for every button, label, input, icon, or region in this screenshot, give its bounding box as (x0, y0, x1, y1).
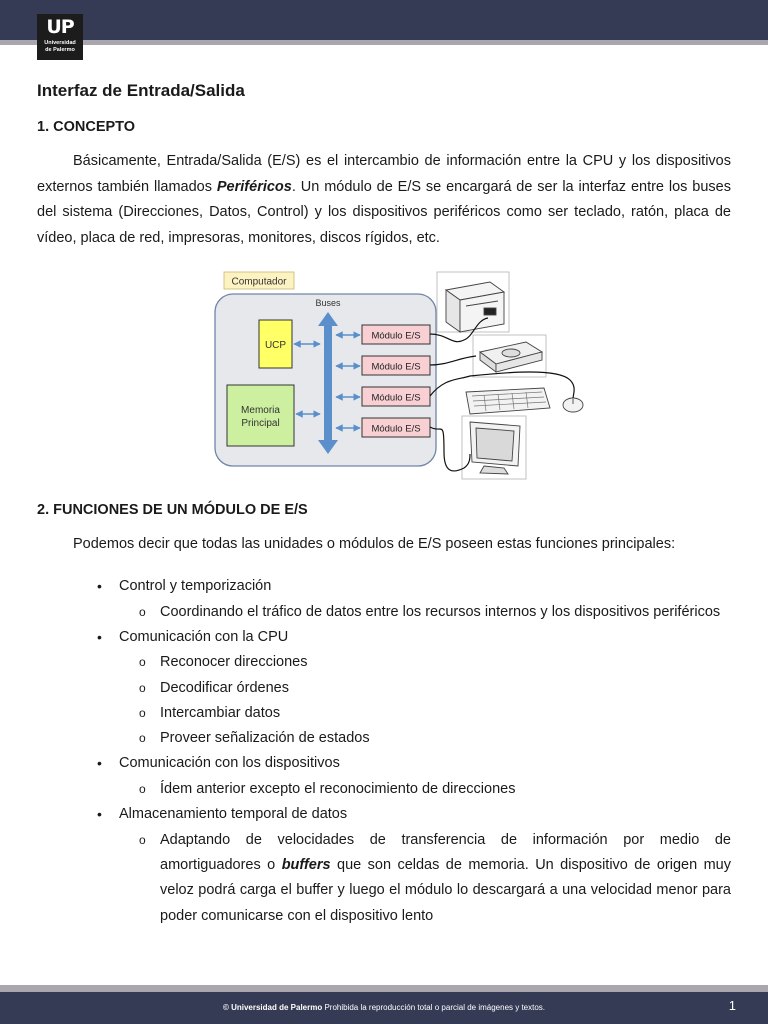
printer-icon (437, 272, 509, 332)
page-title: Interfaz de Entrada/Salida (37, 81, 245, 100)
buses-label: Buses (315, 298, 341, 308)
hard-disk-icon (473, 335, 546, 377)
sub-list-item: o Decodificar órdenes (37, 676, 731, 701)
buffers-term: buffers (281, 857, 331, 874)
list-item: • Comunicación con la CPU (37, 625, 731, 651)
sub-list-item (37, 828, 731, 929)
mouse-icon (563, 398, 583, 412)
buffer-text-a: Adaptando de velocidades de transferencia de información por medio de amortiguadores o (160, 831, 731, 874)
io-module-4-label: Módulo E/S (371, 423, 421, 435)
university-logo (37, 14, 83, 60)
list-item: • Control y temporización (37, 574, 731, 600)
computer-label: Computador (231, 276, 287, 288)
copyright-owner: © Universidad de Palermo (222, 1003, 323, 1012)
list-item: • Almacenamiento temporal de datos (37, 802, 731, 828)
section-2-intro (37, 532, 731, 558)
logo-line-2: de Palermo (45, 46, 75, 53)
header-bar (0, 0, 768, 40)
buffer-text-c: que son celdas de memoria. Un dispositivo de origen muy veloz podrá carga el buffer y luego el módulo lo descargará a una velocidad menor para poder comunicarse con el dispositivo lento (160, 857, 731, 924)
logo-line-1: Universidad (44, 40, 76, 46)
section-1-heading: 1. CONCEPTO (37, 119, 136, 135)
section-1-text-c: . Un módulo de E/S se encargará de ser la interfaz entre los buses del sistema (Direcciones, Datos, Control) y los dispositivos periféricos como ser teclado, ratón, placa de vídeo, placa de red, impresoras, monitores, discos rígidos, etc. (37, 178, 731, 246)
io-diagram (208, 268, 593, 480)
copyright-text: Prohibida la reproducción total o parcial de imágenes y textos. (322, 1003, 546, 1012)
memory-label-2: Principal (241, 418, 280, 429)
sub-list-item: o Coordinando el tráfico de datos entre los recursos internos y los dispositivos periféricos (37, 600, 731, 625)
io-module-1-label: Módulo E/S (371, 330, 421, 342)
logo-mark: UP (46, 16, 74, 38)
list-item: • Comunicación con los dispositivos (37, 751, 731, 777)
section-2-intro-text: Podemos decir que todas las unidades o módulos de E/S poseen estas funciones principales: (73, 536, 676, 552)
footer-stripe (0, 985, 768, 992)
cpu-label: UCP (264, 340, 287, 351)
section-1-term: Periféricos (216, 178, 292, 195)
section-2-heading: 2. FUNCIONES DE UN MÓDULO DE E/S (37, 502, 308, 518)
io-module-3-label: Módulo E/S (371, 392, 421, 404)
monitor-icon (462, 416, 526, 479)
io-module-2-label: Módulo E/S (371, 361, 421, 373)
section-1-paragraph (37, 149, 731, 251)
functions-list (37, 574, 731, 929)
header-stripe (0, 40, 768, 45)
page-number: 1 (728, 998, 736, 1013)
section-1-text-a: Básicamente, Entrada/Salida (E/S) es el intercambio de información entre la CPU y los dispositivos externos también llamados (37, 153, 731, 195)
memory-label-1: Memoria (241, 405, 280, 416)
copyright-notice (0, 1003, 768, 1012)
sub-list-item: o Intercambiar datos (37, 701, 731, 726)
sub-list-item: o Ídem anterior excepto el reconocimiento de direcciones (37, 777, 731, 802)
sub-list-item: o Reconocer direcciones (37, 650, 731, 675)
sub-list-item: o Proveer señalización de estados (37, 726, 731, 751)
keyboard-icon (466, 388, 550, 414)
